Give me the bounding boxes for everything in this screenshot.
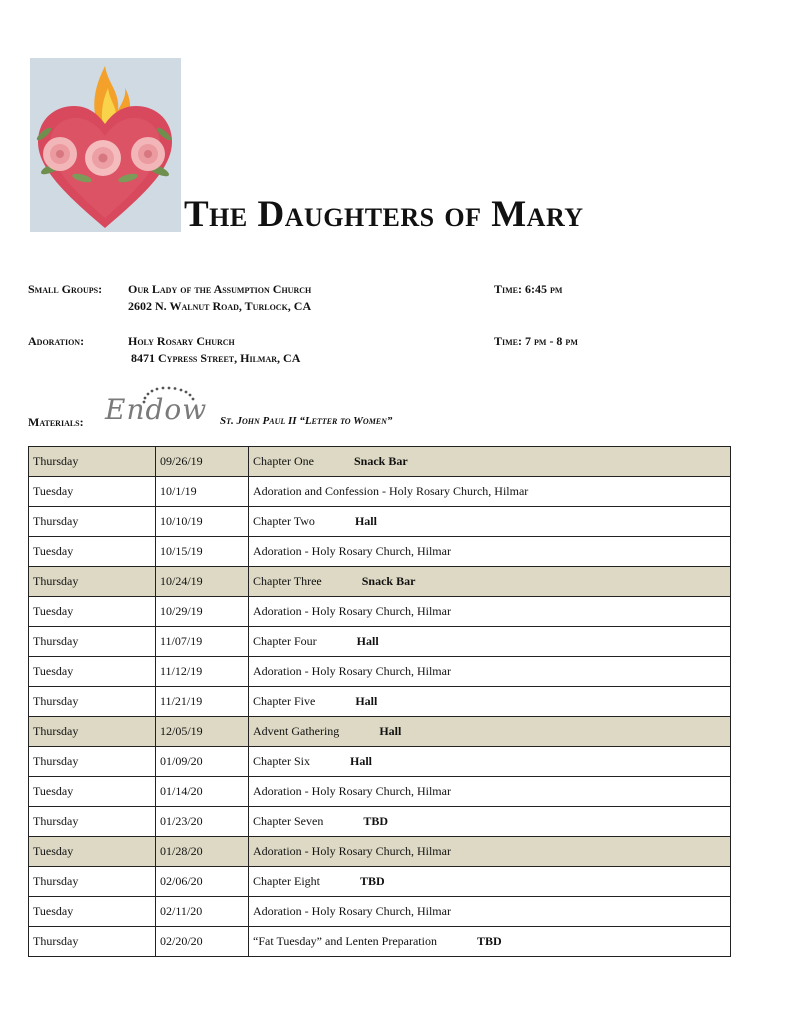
location-note: Snack Bar <box>353 454 408 468</box>
table-row <box>29 567 731 597</box>
adoration-time: Time: 7 pm - 8 pm <box>494 334 578 348</box>
date-cell: 10/1/19 <box>156 477 249 507</box>
event-cell <box>249 717 731 747</box>
location-note: TBD <box>476 934 502 948</box>
table-row <box>29 807 731 837</box>
date-cell: 10/10/19 <box>156 507 249 537</box>
date-cell: 02/11/20 <box>156 897 249 927</box>
day-cell: Thursday <box>29 627 156 657</box>
date-cell: 01/23/20 <box>156 807 249 837</box>
adoration-address: 8471 Cypress Street, Hilmar, CA <box>131 351 301 365</box>
day-cell: Tuesday <box>29 777 156 807</box>
table-row <box>29 867 731 897</box>
event-cell <box>249 477 731 507</box>
table-row <box>29 657 731 687</box>
event-label: Chapter Four <box>253 634 317 648</box>
event-cell <box>249 627 731 657</box>
event-label: Adoration - Holy Rosary Church, Hilmar <box>253 544 451 558</box>
event-label: Advent Gathering <box>253 724 340 738</box>
page-title: The Daughters of Mary <box>184 194 584 235</box>
date-cell: 11/21/19 <box>156 687 249 717</box>
event-label: Chapter Seven <box>253 814 324 828</box>
event-cell <box>249 867 731 897</box>
adoration-label: Adoration: <box>28 334 85 348</box>
endow-logo <box>105 385 213 431</box>
day-cell: Tuesday <box>29 897 156 927</box>
endow-logo-text: Endow <box>105 393 208 426</box>
table-row <box>29 897 731 927</box>
event-label: Chapter Six <box>253 754 310 768</box>
small-groups-time: Time: 6:45 pm <box>494 282 563 296</box>
table-row <box>29 507 731 537</box>
table-row <box>29 627 731 657</box>
date-cell: 02/20/20 <box>156 927 249 957</box>
event-cell <box>249 807 731 837</box>
day-cell: Tuesday <box>29 657 156 687</box>
event-label: Adoration and Confession - Holy Rosary Church, Hilmar <box>253 484 529 498</box>
date-cell: 02/06/20 <box>156 867 249 897</box>
date-cell: 11/12/19 <box>156 657 249 687</box>
day-cell: Tuesday <box>29 537 156 567</box>
schedule-table <box>28 446 731 957</box>
location-note: Hall <box>350 754 373 768</box>
table-row <box>29 597 731 627</box>
event-cell <box>249 657 731 687</box>
adoration-venue: Holy Rosary Church <box>128 334 235 348</box>
event-cell <box>249 447 731 477</box>
event-label: Adoration - Holy Rosary Church, Hilmar <box>253 664 451 678</box>
day-cell: Thursday <box>29 507 156 537</box>
event-label: Chapter Two <box>253 514 315 528</box>
event-label: Adoration - Holy Rosary Church, Hilmar <box>253 604 451 618</box>
table-row <box>29 777 731 807</box>
table-row <box>29 447 731 477</box>
date-cell: 09/26/19 <box>156 447 249 477</box>
day-cell: Tuesday <box>29 837 156 867</box>
day-cell: Tuesday <box>29 597 156 627</box>
location-note: Hall <box>355 694 378 708</box>
table-row <box>29 717 731 747</box>
table-row <box>29 477 731 507</box>
sacred-heart-logo <box>30 58 181 232</box>
small-groups-address: 2602 N. Walnut Road, Turlock, CA <box>128 299 312 313</box>
event-cell <box>249 687 731 717</box>
table-row <box>29 837 731 867</box>
date-cell: 11/07/19 <box>156 627 249 657</box>
day-cell: Thursday <box>29 567 156 597</box>
event-label: Chapter Eight <box>253 874 320 888</box>
event-label: Chapter One <box>253 454 314 468</box>
date-cell: 10/15/19 <box>156 537 249 567</box>
location-note: Hall <box>354 514 377 528</box>
date-cell: 01/09/20 <box>156 747 249 777</box>
date-cell: 01/14/20 <box>156 777 249 807</box>
event-cell <box>249 597 731 627</box>
day-cell: Thursday <box>29 687 156 717</box>
event-cell <box>249 777 731 807</box>
date-cell: 12/05/19 <box>156 717 249 747</box>
day-cell: Thursday <box>29 717 156 747</box>
materials-label: Materials: <box>28 415 84 429</box>
event-cell <box>249 747 731 777</box>
day-cell: Thursday <box>29 927 156 957</box>
day-cell: Thursday <box>29 447 156 477</box>
table-row <box>29 747 731 777</box>
day-cell: Thursday <box>29 867 156 897</box>
table-row <box>29 687 731 717</box>
event-label: “Fat Tuesday” and Lenten Preparation <box>253 934 437 948</box>
location-note: Snack Bar <box>361 574 416 588</box>
table-row <box>29 537 731 567</box>
materials-text: St. John Paul II “Letter to Women” <box>220 415 393 427</box>
date-cell: 10/24/19 <box>156 567 249 597</box>
event-label: Chapter Three <box>253 574 322 588</box>
event-label: Adoration - Holy Rosary Church, Hilmar <box>253 784 451 798</box>
event-label: Adoration - Holy Rosary Church, Hilmar <box>253 844 451 858</box>
event-cell <box>249 897 731 927</box>
table-row <box>29 927 731 957</box>
event-label: Chapter Five <box>253 694 316 708</box>
event-cell <box>249 927 731 957</box>
event-label: Adoration - Holy Rosary Church, Hilmar <box>253 904 451 918</box>
small-groups-label: Small Groups: <box>28 282 103 296</box>
event-cell <box>249 567 731 597</box>
date-cell: 01/28/20 <box>156 837 249 867</box>
date-cell: 10/29/19 <box>156 597 249 627</box>
event-cell <box>249 837 731 867</box>
location-note: TBD <box>359 874 385 888</box>
sacred-heart-icon <box>30 58 181 232</box>
location-note: Hall <box>379 724 402 738</box>
location-note: TBD <box>363 814 388 828</box>
day-cell: Thursday <box>29 747 156 777</box>
event-cell <box>249 537 731 567</box>
day-cell: Thursday <box>29 807 156 837</box>
location-note: Hall <box>356 634 379 648</box>
small-groups-venue: Our Lady of the Assumption Church <box>128 282 312 296</box>
day-cell: Tuesday <box>29 477 156 507</box>
event-cell <box>249 507 731 537</box>
